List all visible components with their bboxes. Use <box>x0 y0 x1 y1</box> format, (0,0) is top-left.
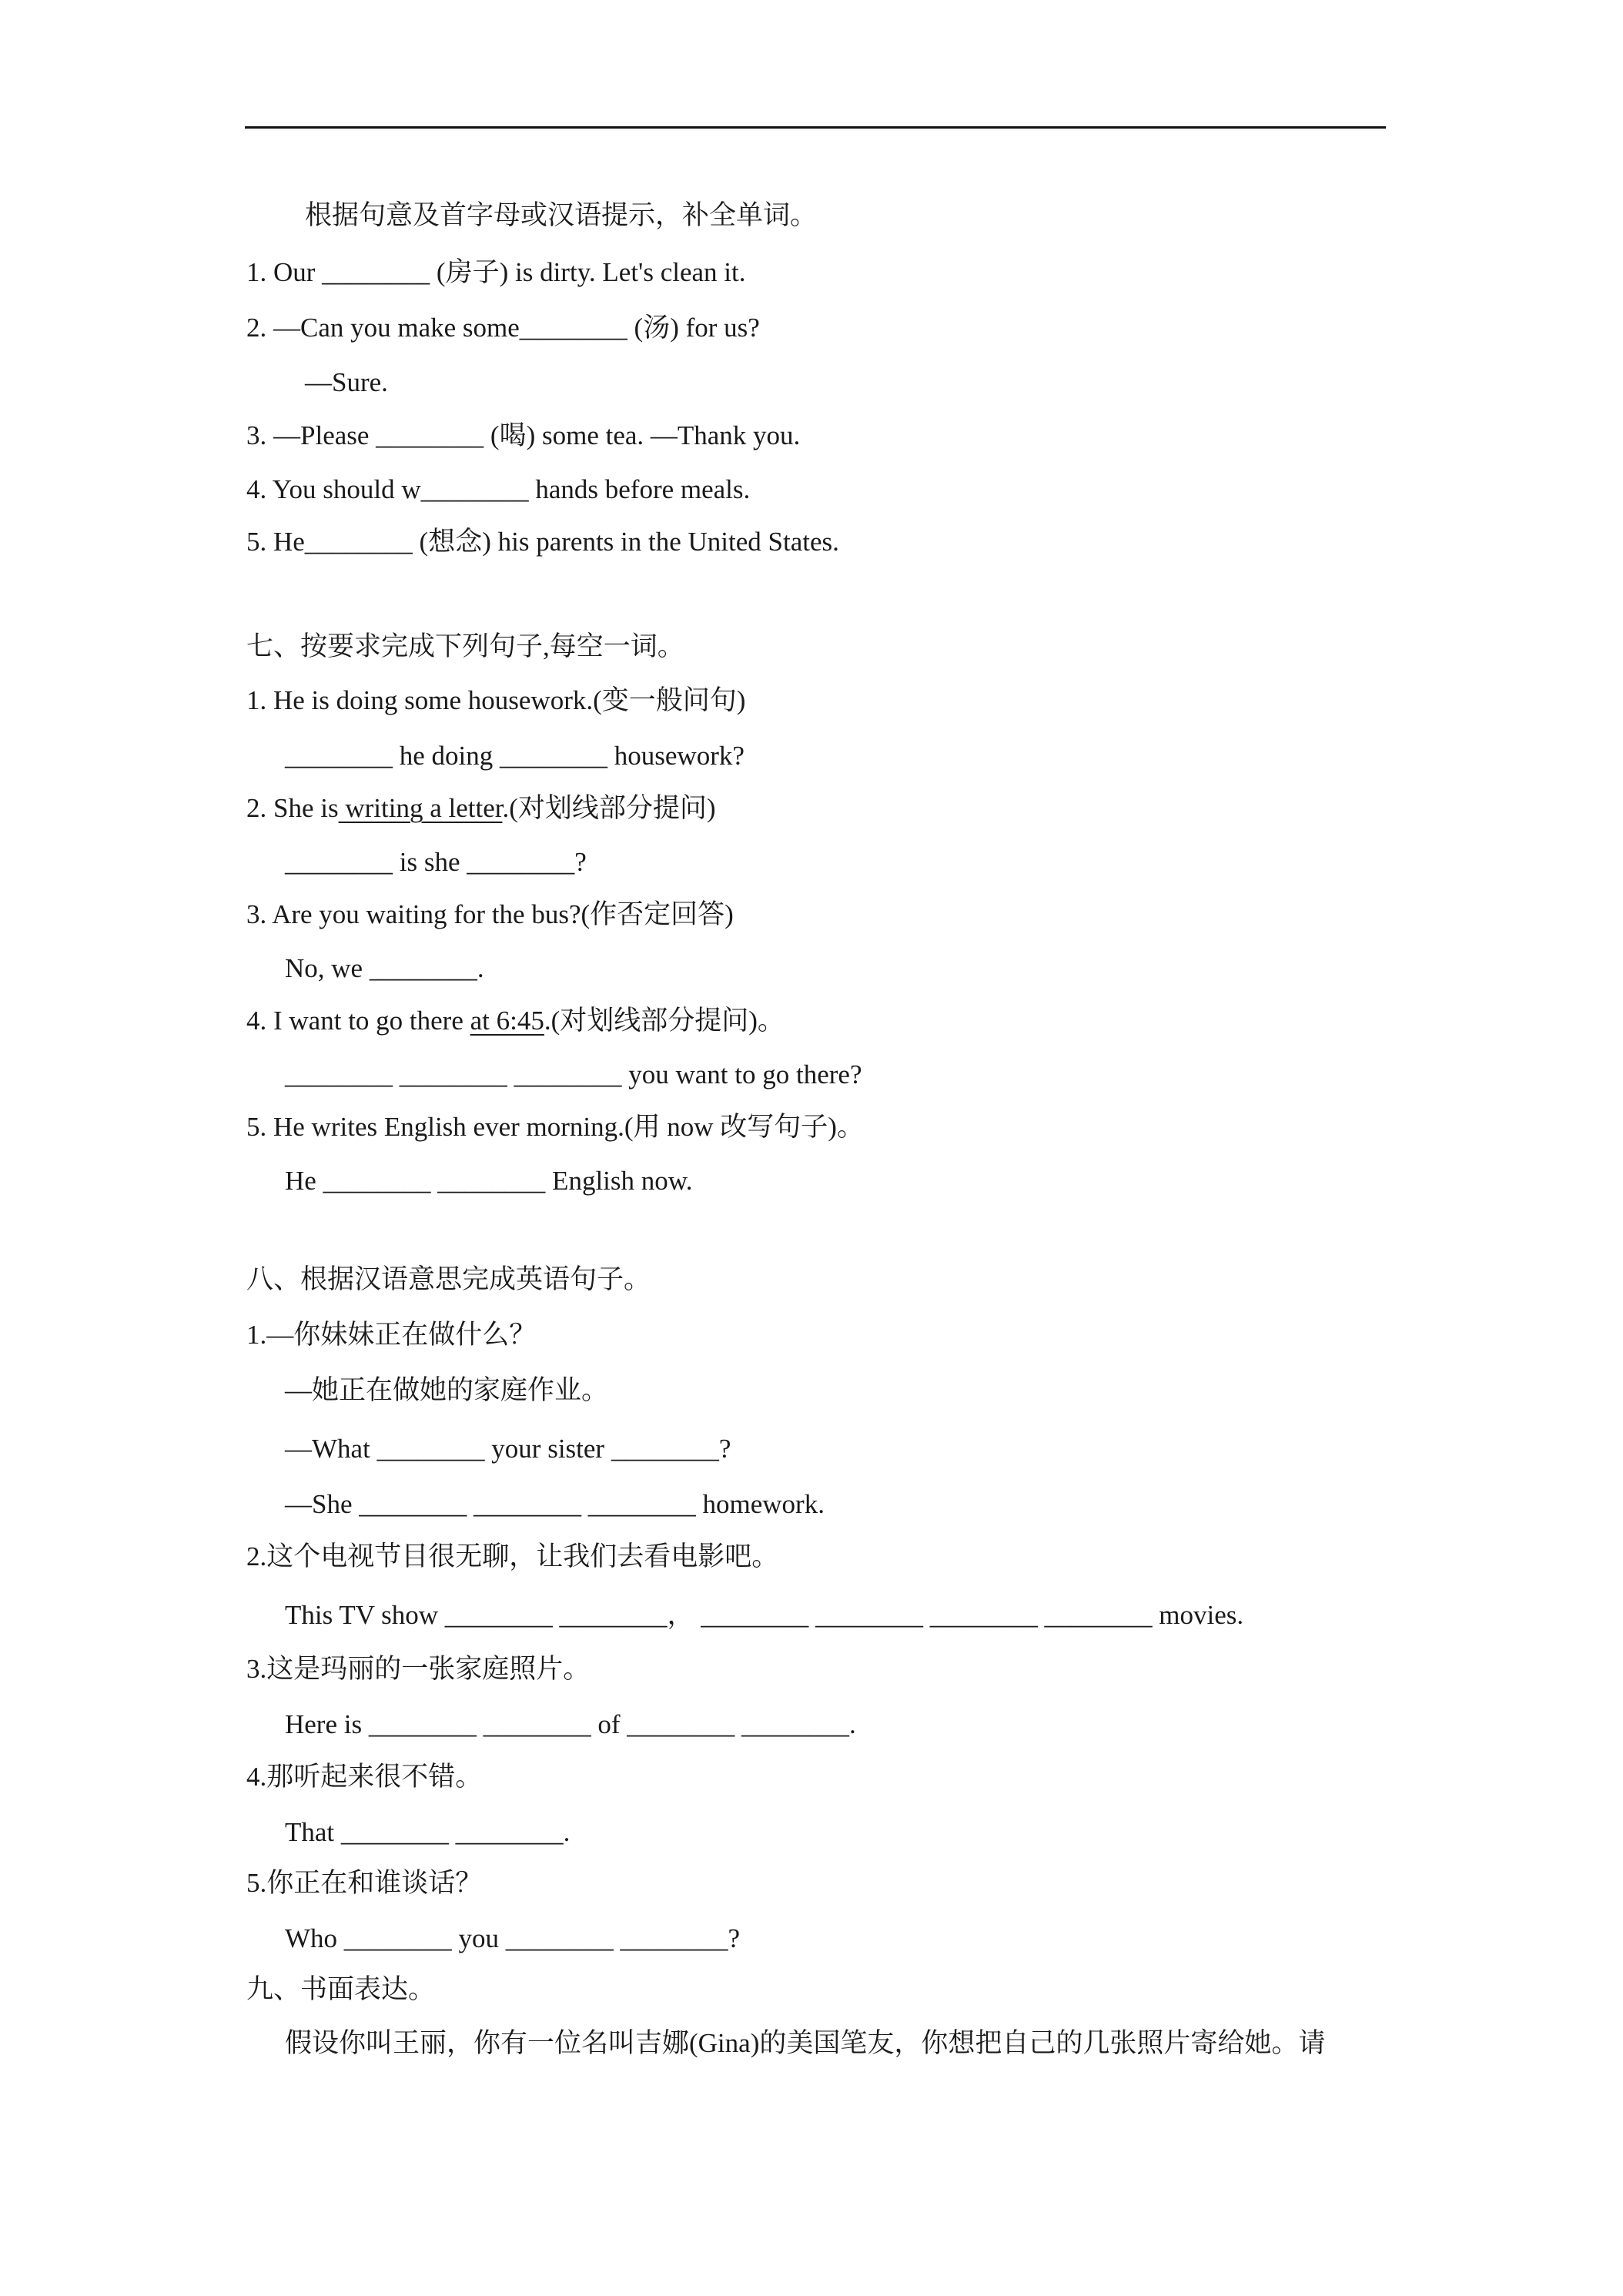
sec7-q2 <box>246 792 716 825</box>
sec7-a5: He ________ ________ English now. <box>285 1166 693 1196</box>
sec8-a5: Who ________ you ________ ________? <box>285 1923 741 1953</box>
sec6-q3: 3. —Please ________ (喝) some tea. —Thank you. <box>246 420 801 450</box>
sec7-q5: 5. He writes English ever morning.(用 now 改写句子)。 <box>246 1112 864 1142</box>
sec6-q2: 2. —Can you make some________ (汤) for us? <box>246 313 760 343</box>
sec7-q4-underlined: at 6:45 <box>470 1006 544 1036</box>
section7-title: 七、按要求完成下列句子,每空一词。 <box>246 631 684 661</box>
sec9-paragraph: 假设你叫王丽，你有一位名叫吉娜(Gina)的美国笔友，你想把自己的几张照片寄给她。请 <box>285 2028 1326 2058</box>
sec6-q5: 5. He________ (想念) his parents in the United States. <box>246 527 839 557</box>
sec8-q1: 1.—你妹妹正在做什么？ <box>246 1320 537 1350</box>
sec8-a2: This TV show ________ ________， ________ ________ ________ ________ movies. <box>285 1600 1244 1630</box>
sec7-a3: No, we ________. <box>285 953 484 983</box>
sec8-a1a: —What ________ your sister ________? <box>285 1434 731 1464</box>
sec6-q2-answer: —Sure. <box>305 367 388 397</box>
sec7-a4: ________ ________ ________ you want to go there? <box>285 1059 862 1089</box>
section9-title: 九、书面表达。 <box>246 1974 436 2004</box>
header-rule <box>245 126 1386 129</box>
sec8-a3: Here is ________ ________ of ________ ________. <box>285 1709 856 1739</box>
sec8-a1b: —She ________ ________ ________ homework. <box>285 1489 825 1519</box>
sec7-q2-underlined: writing a letter <box>338 793 503 823</box>
section6-intro: 根据句意及首字母或汉语提示，补全单词。 <box>305 200 818 230</box>
section8-title: 八、根据汉语意思完成英语句子。 <box>246 1264 651 1294</box>
sec7-q4-pre: 4. I want to go there <box>246 1006 470 1036</box>
sec8-a4: That ________ ________. <box>285 1817 571 1847</box>
sec7-q4 <box>246 1004 785 1038</box>
sec6-q4: 4. You should w________ hands before meals. <box>246 474 751 504</box>
sec6-q1: 1. Our ________ (房子) is dirty. Let's clean it. <box>246 257 746 287</box>
sec7-q3: 3. Are you waiting for the bus?(作否定回答) <box>246 899 734 929</box>
sec8-q3: 3.这是玛丽的一张家庭照片。 <box>246 1654 591 1684</box>
sec7-a1: ________ he doing ________ housework? <box>285 741 745 771</box>
sec8-q5: 5.你正在和谁谈话？ <box>246 1868 483 1898</box>
sec7-q2-post: .(对划线部分提问) <box>502 793 716 823</box>
sec8-q1b: —她正在做她的家庭作业。 <box>285 1375 609 1405</box>
sec7-q4-post: .(对划线部分提问)。 <box>544 1006 785 1036</box>
sec7-a2: ________ is she ________? <box>285 847 587 877</box>
sec8-q4: 4.那听起来很不错。 <box>246 1762 483 1792</box>
sec7-q2-pre: 2. She is <box>246 793 339 823</box>
sec8-q2: 2.这个电视节目很无聊，让我们去看电影吧。 <box>246 1541 779 1571</box>
sec7-q1: 1. He is doing some housework.(变一般问句) <box>246 685 746 715</box>
